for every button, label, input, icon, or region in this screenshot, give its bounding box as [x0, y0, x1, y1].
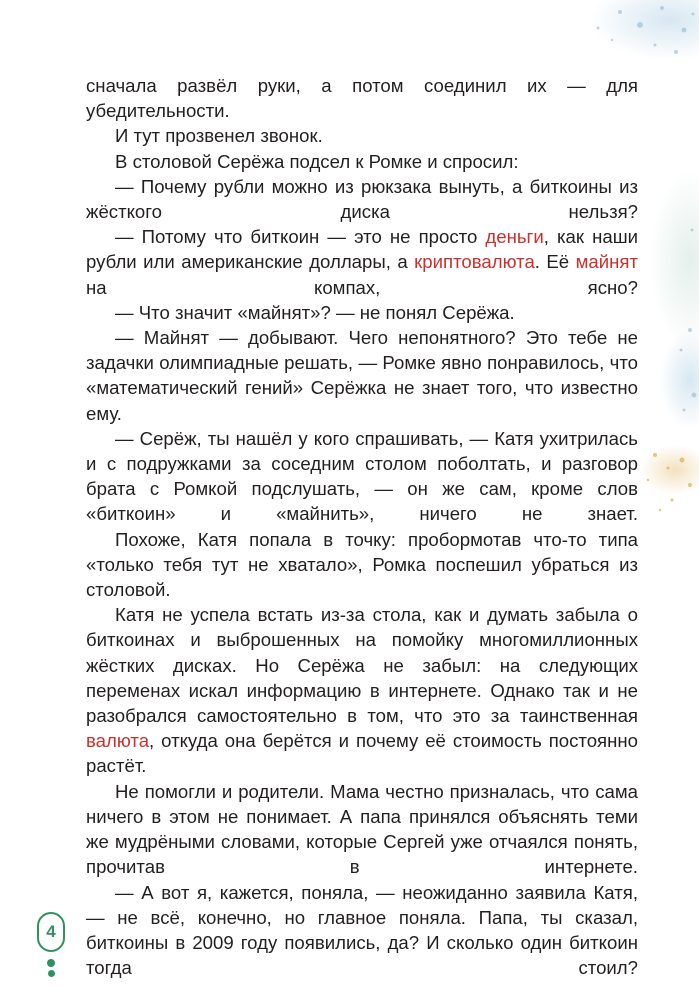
highlighted-term: майнят: [575, 251, 638, 273]
page-number-marker: [33, 912, 73, 974]
text-run: Катя не успела встать из-за стола, как и думать забыла о биткоинах и выброшенных на помойку многомиллионных жёстких дисках. Но Серёжа не забыл: на следующих переменах искал информацию в интернете. Однако так и не разобрался самостоятельно в том, что это за таинственная: [86, 604, 638, 727]
paragraph: В столовой Серёжа подсел к Ромке и спросил:: [115, 150, 519, 172]
decorative-dot: [47, 959, 55, 967]
paragraph: — Почему рубли можно из рюкзака вынуть, а биткоины из жёсткого диска нельзя?: [86, 175, 638, 223]
paragraph: [86, 224, 638, 300]
paragraph: И тут прозвенел звонок.: [115, 125, 323, 147]
page-number: 4: [37, 912, 65, 952]
paragraph: — Серёж, ты нашёл у кого спрашивать, — Катя ухитрилась и с подружками за соседним столом поболтать, и разговор брата с Ромкой подслушать, — он же сам, кроме слов «биткоин» и «майнить», ничего не знает.: [86, 427, 638, 525]
paragraph: — А вот я, кажется, поняла, — неожиданно заявила Катя, — не всё, конечно, но главное поняла. Папа, ты сказал, биткоины в 2009 году появились, да? И сколько один биткоин тогда стоил?: [86, 881, 638, 979]
paragraph: Похоже, Катя попала в точку: пробормотав что-то типа «только тебя тут не хватало», Ромка поспешил убраться из столовой.: [86, 528, 638, 601]
paragraph: — Майнят — добывают. Чего непонятного? Это тебе не задачки олимпиадные решать, — Ромке явно понравилось, что «математический гений» Серёжка не знает того, что известно ему.: [86, 327, 638, 424]
text-run: на компах, ясно?: [86, 276, 638, 298]
decorative-dot: [48, 970, 55, 977]
text-run: — Потому что биткоин — это не просто: [115, 226, 486, 248]
highlighted-term: валюта: [86, 730, 150, 752]
highlighted-term: деньги: [485, 226, 544, 248]
text-run: . Её: [534, 251, 576, 273]
text-run: , откуда она берётся и почему её стоимость постоянно растёт.: [86, 730, 638, 777]
paragraph: — Что значит «майнят»? — не понял Серёжа.: [115, 301, 515, 323]
text-run: , как наши рубли или американские доллары, а: [86, 226, 638, 273]
paragraph: Не помогли и родители. Мама честно призналась, что сама ничего в этом не понимает. А папа принялся объяснять теми же мудрёными словами, которые Сергей уже отчаялся понять, прочитав в интернете.: [86, 780, 638, 878]
paragraph: [86, 602, 638, 778]
body-text: [86, 73, 638, 980]
highlighted-term: криптовалюта: [414, 251, 535, 273]
paragraph: сначала развёл руки, а потом соединил их — для убедительности.: [86, 75, 638, 122]
